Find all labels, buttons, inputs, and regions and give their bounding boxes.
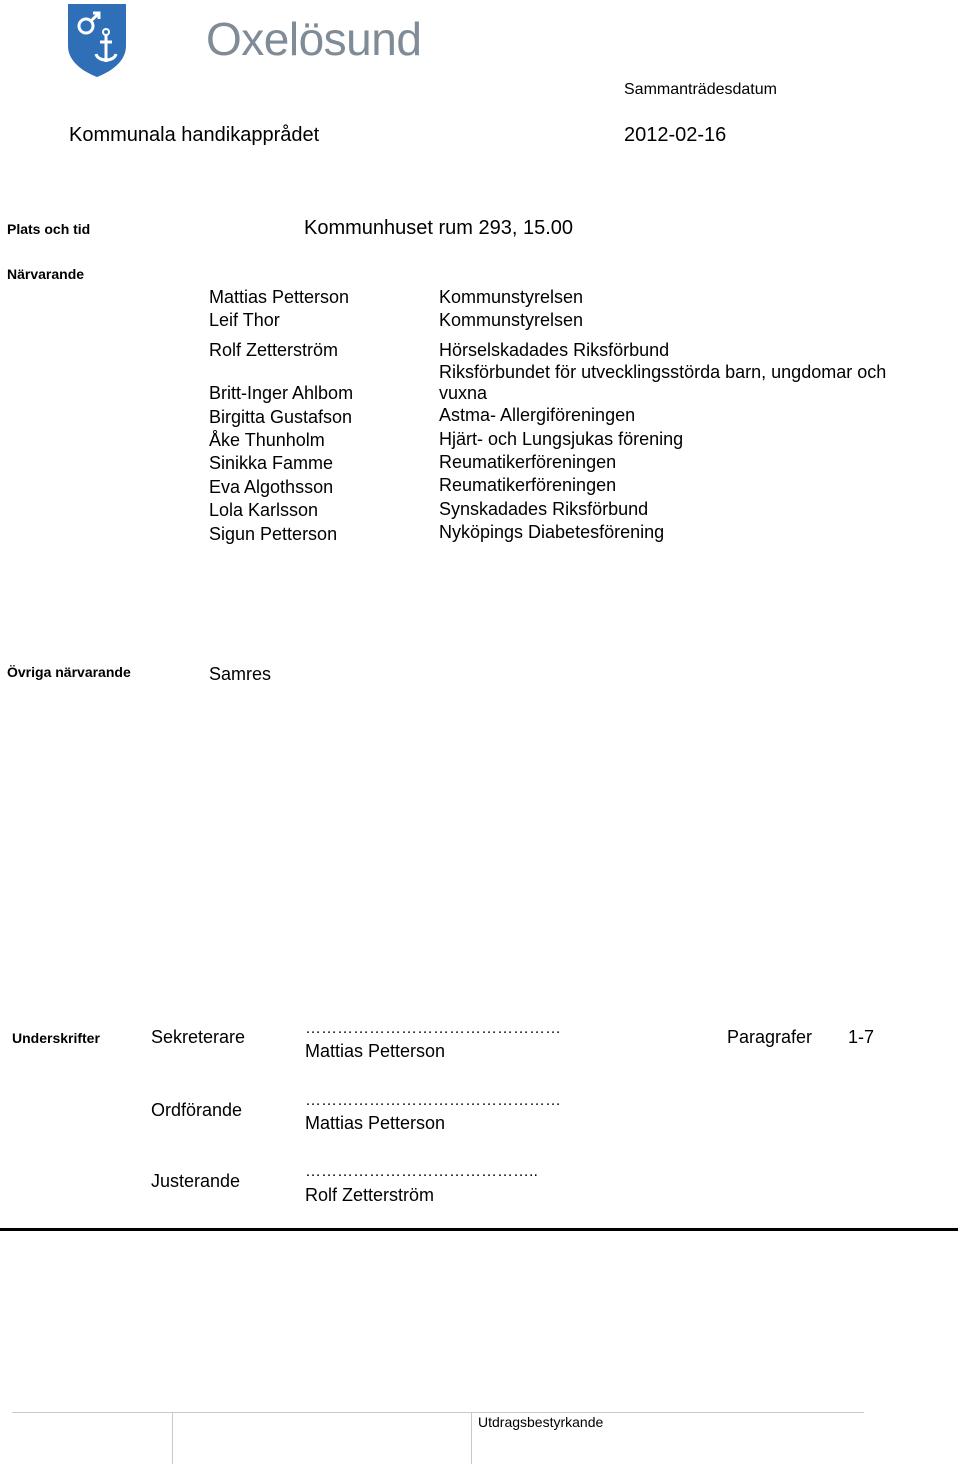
paragraphs-value: 1-7 bbox=[848, 1027, 875, 1047]
adjuster-label: Justerande bbox=[151, 1171, 241, 1191]
secretary-signature-line: ………………………………………… bbox=[305, 1020, 561, 1037]
attendee-name: Britt-Inger Ahlbom bbox=[209, 383, 354, 404]
attendee-name: Åke Thunholm bbox=[209, 430, 325, 451]
attendee-org: Kommunstyrelsen bbox=[439, 287, 584, 307]
signatures-label: Underskrifter bbox=[12, 1030, 100, 1046]
attendee-org: Nyköpings Diabetesförening bbox=[439, 522, 665, 543]
attendee-org-continued: vuxna bbox=[439, 383, 488, 404]
certificate-label: Utdragsbestyrkande bbox=[478, 1414, 604, 1430]
attendee-org: Astma- Allergiföreningen bbox=[439, 405, 636, 426]
attendee-name: Sinikka Famme bbox=[209, 453, 334, 474]
attendee-name: Leif Thor bbox=[209, 310, 280, 331]
footer-top-border bbox=[12, 1412, 864, 1413]
attendee-org: Reumatikerföreningen bbox=[439, 452, 617, 473]
attendee-org: Hörselskadades Riksförbund bbox=[439, 339, 670, 360]
committee-title: Kommunala handikapprådet bbox=[69, 124, 320, 146]
attendee-name: Mattias Petterson bbox=[209, 287, 350, 307]
meeting-date-label: Sammanträdesdatum bbox=[624, 81, 777, 98]
attendee-name: Lola Karlsson bbox=[209, 500, 319, 521]
attendee-org: Hjärt- och Lungsjukas förening bbox=[439, 428, 684, 449]
adjuster-signature-line: …………………………………….. bbox=[305, 1163, 538, 1180]
paragraphs-label: Paragrafer bbox=[727, 1027, 813, 1047]
attendee-orgs bbox=[439, 286, 886, 545]
secretary-name: Mattias Petterson bbox=[305, 1041, 446, 1061]
attendee-org: Riksförbundet för utvecklingsstörda barn, ungdomar och bbox=[439, 362, 887, 383]
shield-crest-icon bbox=[66, 2, 128, 78]
chair-name: Mattias Petterson bbox=[305, 1113, 446, 1133]
attendee-org: Kommunstyrelsen bbox=[439, 310, 584, 331]
attendee-name: Birgitta Gustafson bbox=[209, 406, 353, 427]
attendee-name: Rolf Zetterström bbox=[209, 339, 339, 360]
attendee-names bbox=[209, 286, 353, 546]
attendee-name: Sigun Petterson bbox=[209, 523, 338, 544]
place-value: Kommunhuset rum 293, 15.00 bbox=[304, 217, 574, 239]
others-label: Övriga närvarande bbox=[7, 664, 131, 680]
meeting-date: 2012-02-16 bbox=[624, 124, 727, 146]
attendees-label: Närvarande bbox=[7, 266, 85, 282]
place-label: Plats och tid bbox=[7, 221, 91, 237]
attendee-org: Synskadades Riksförbund bbox=[439, 498, 649, 519]
separator-rule bbox=[0, 1228, 958, 1231]
chair-label: Ordförande bbox=[151, 1100, 243, 1120]
chair-signature-line: ………………………………………… bbox=[305, 1092, 561, 1109]
oxelosund-logo bbox=[66, 2, 422, 82]
attendee-name: Eva Algothsson bbox=[209, 476, 334, 497]
footer-divider bbox=[172, 1412, 173, 1464]
footer-divider bbox=[471, 1412, 472, 1464]
adjuster-name: Rolf Zetterström bbox=[305, 1185, 435, 1205]
others-value: Samres bbox=[209, 664, 272, 684]
logo-wordmark: Oxelösund bbox=[206, 13, 422, 65]
attendee-org: Reumatikerföreningen bbox=[439, 475, 617, 496]
secretary-label: Sekreterare bbox=[151, 1027, 246, 1047]
